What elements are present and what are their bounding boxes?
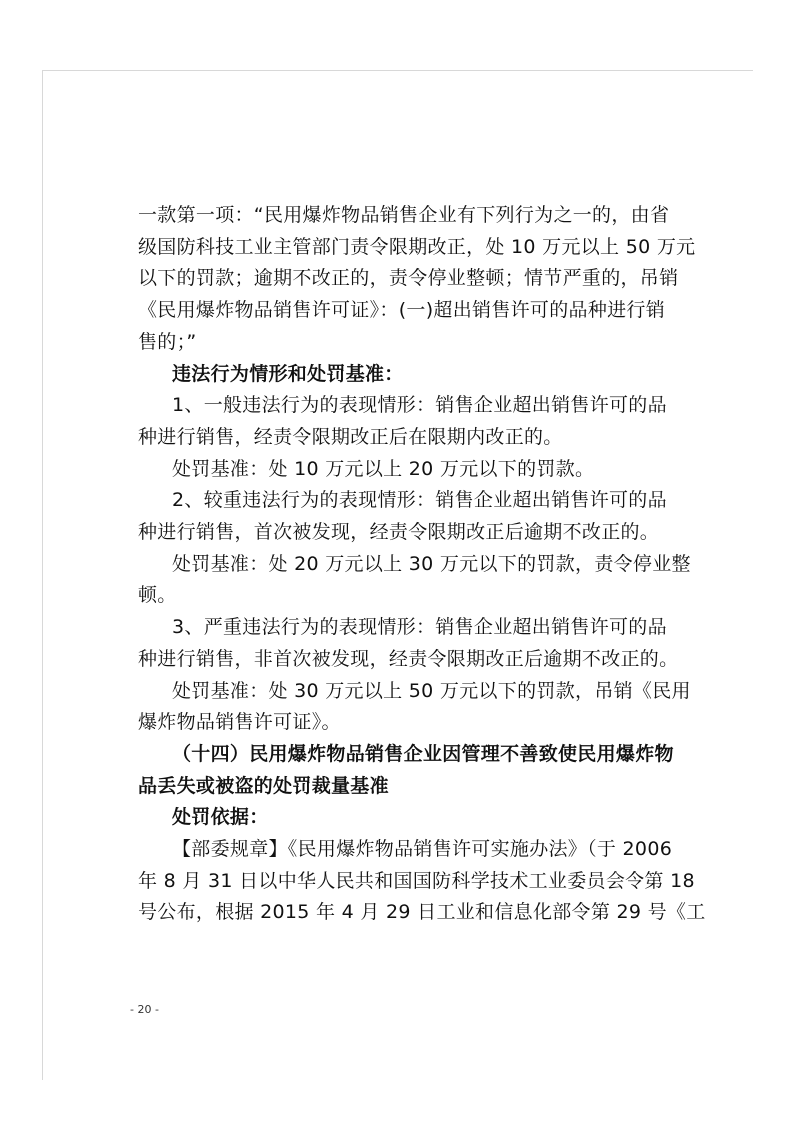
body-line: 《民用爆炸物品销售许可证》：(一)超出销售许可的品种进行销: [138, 299, 666, 322]
section-heading: 违法行为情形和处罚基准：: [172, 362, 404, 385]
document-body: [138, 200, 706, 929]
body-line: 号公布，根据 2015 年 4 月 29 日工业和信息化部令第 29 号《工: [138, 901, 706, 924]
page-number: - 20 -: [130, 1003, 159, 1016]
body-line: 处罚基准：处 20 万元以上 30 万元以下的罚款，责令停业整: [172, 552, 691, 575]
page-border-top: [42, 70, 753, 71]
body-line: 爆炸物品销售许可证》。: [138, 711, 341, 734]
body-line: 以下的罚款；逾期不改正的，责令停业整顿；情节严重的，吊销: [138, 267, 679, 290]
body-line: 年 8 月 31 日以中华人民共和国国防科学技术工业委员会令第 18: [138, 869, 695, 892]
body-line: 处罚基准：处 30 万元以上 50 万元以下的罚款，吊销《民用: [172, 679, 691, 702]
page-border-left: [42, 70, 43, 1080]
body-line: 顿。: [138, 584, 177, 607]
body-line: 处罚基准：处 10 万元以上 20 万元以下的罚款。: [172, 457, 595, 480]
section-heading: （十四）民用爆炸物品销售企业因管理不善致使民用爆炸物: [172, 742, 674, 765]
body-line: 种进行销售，非首次被发现，经责令限期改正后逾期不改正的。: [138, 647, 679, 670]
body-line: 售的；”: [138, 330, 197, 353]
body-line: 一款第一项：“民用爆炸物品销售企业有下列行为之一的，由省: [138, 204, 670, 226]
section-heading: 品丢失或被盗的处罚裁量基准: [138, 774, 389, 797]
body-line: 级国防科技工业主管部门责令限期改正，处 10 万元以上 50 万元: [138, 235, 696, 258]
section-heading: 处罚依据：: [172, 806, 269, 829]
body-line: 1、一般违法行为的表现情形：销售企业超出销售许可的品: [172, 394, 667, 417]
body-line: 3、严重违法行为的表现情形：销售企业超出销售许可的品: [172, 616, 667, 639]
body-line: 种进行销售，经责令限期改正后在限期内改正的。: [138, 425, 563, 448]
body-line: 种进行销售，首次被发现，经责令限期改正后逾期不改正的。: [138, 521, 660, 544]
body-line: 2、较重违法行为的表现情形：销售企业超出销售许可的品: [172, 489, 667, 512]
body-line: 【部委规章】《民用爆炸物品销售许可实施办法》（于 2006: [172, 838, 673, 861]
